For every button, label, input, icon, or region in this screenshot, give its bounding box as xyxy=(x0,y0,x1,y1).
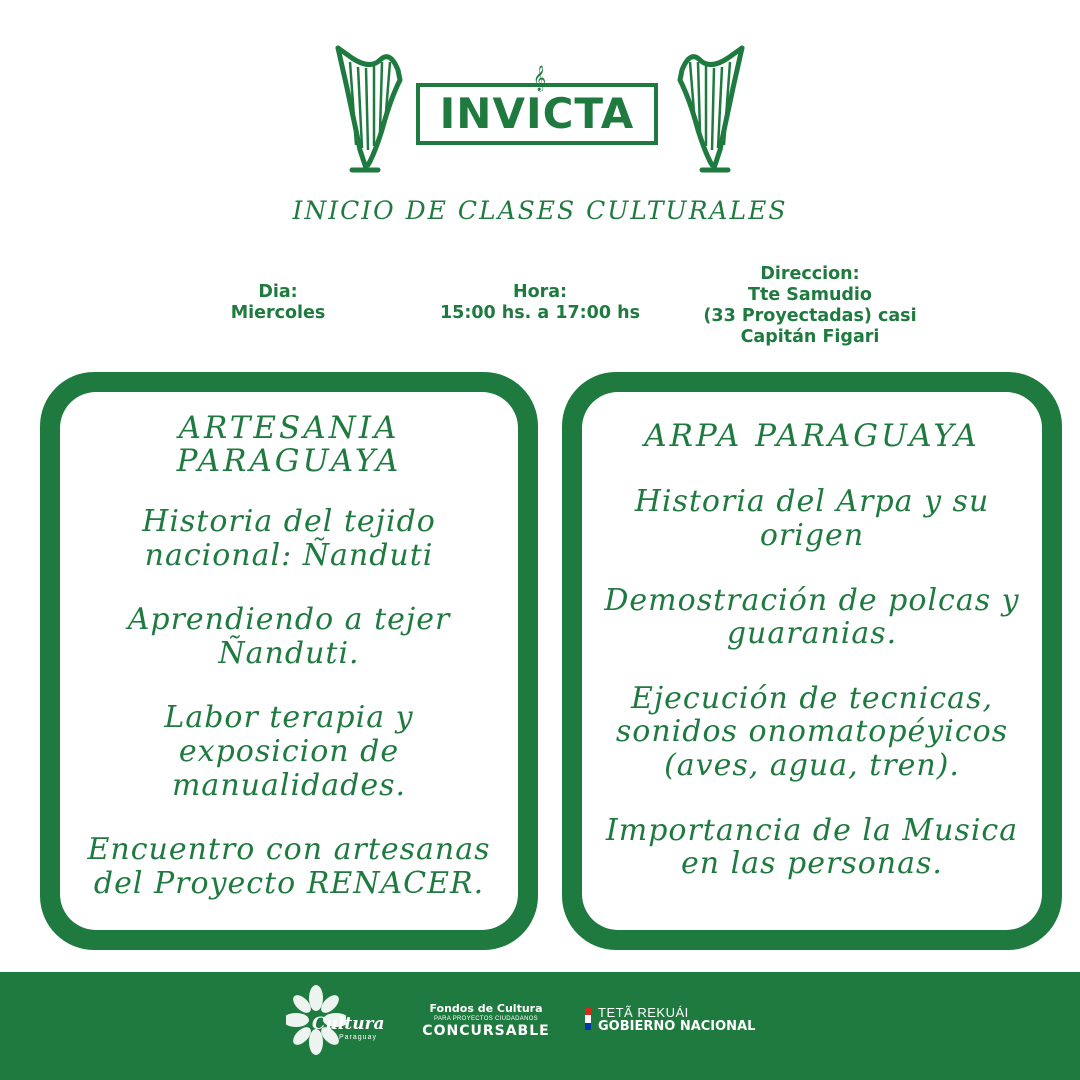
harp-icon xyxy=(330,40,405,175)
card-item-line: nacional: Ñanduti xyxy=(144,537,434,573)
card-item-line: sonidos onomatopéyicos xyxy=(615,714,1009,750)
gobierno-logo xyxy=(598,1006,755,1035)
harp-icon xyxy=(675,40,750,175)
fondos-logo xyxy=(422,1002,550,1039)
card-item-line: del Proyecto RENACER. xyxy=(93,865,485,901)
cultura-logo-sub: Paraguay xyxy=(339,1034,377,1041)
logo-box xyxy=(416,83,658,145)
info-hora-label: Hora: xyxy=(512,282,568,302)
card-item-line: guaranias. xyxy=(726,616,898,652)
gobierno-line1: TETÃ REKUÁI xyxy=(598,1005,689,1020)
card-item xyxy=(60,603,518,670)
paraguay-flag-icon xyxy=(585,1008,591,1030)
fondos-title: Fondos de Cultura xyxy=(429,1002,543,1015)
footer-bar xyxy=(0,972,1080,1080)
card-title xyxy=(60,412,518,479)
card-arpa xyxy=(562,372,1062,950)
info-dia xyxy=(218,282,338,324)
logo-text: INVICTA xyxy=(439,89,635,138)
card-item xyxy=(60,701,518,802)
card-item-line: Labor terapia y xyxy=(164,700,414,736)
info-direccion-line: (33 Proyectadas) casi xyxy=(703,306,917,326)
card-item-line: Historia del tejido xyxy=(142,503,436,539)
card-item-line: Ñanduti. xyxy=(218,635,360,671)
gobierno-line2: GOBIERNO NACIONAL xyxy=(598,1019,756,1035)
card-body xyxy=(60,392,518,930)
treble-clef-icon: 𝄞 xyxy=(533,66,547,91)
card-item-line: Importancia de la Musica xyxy=(605,812,1019,848)
card-title xyxy=(582,420,1042,453)
card-title-line: ARTESANIA xyxy=(178,410,400,446)
card-title-line: PARAGUAYA xyxy=(176,443,402,480)
fondos-sub: PARA PROYECTOS CIUDADANOS xyxy=(434,1016,538,1022)
card-item xyxy=(582,682,1042,783)
info-hora-value: 15:00 hs. a 17:00 hs xyxy=(440,303,640,323)
card-item-line: (aves, agua, tren). xyxy=(664,748,960,784)
card-item-line: manualidades. xyxy=(171,767,407,803)
card-item-line: Historia del Arpa y su xyxy=(634,484,990,520)
card-item xyxy=(582,814,1042,881)
card-artesania xyxy=(40,372,538,950)
card-title-line: ARPA PARAGUAYA xyxy=(644,418,980,454)
card-item-line: Demostración de polcas y xyxy=(604,582,1020,618)
card-item xyxy=(582,485,1042,552)
card-item xyxy=(60,505,518,572)
card-item-line: Ejecución de tecnicas, xyxy=(630,680,994,716)
info-direccion-label: Direccion: xyxy=(760,264,860,284)
fondos-main: CONCURSABLE xyxy=(422,1023,550,1039)
card-body xyxy=(582,392,1042,930)
card-item xyxy=(582,584,1042,651)
info-dia-label: Dia: xyxy=(258,282,298,302)
invicta-logo xyxy=(330,40,750,175)
card-item-line: en las personas. xyxy=(681,846,943,882)
info-hora xyxy=(420,282,660,324)
info-dia-value: Miercoles xyxy=(230,303,326,323)
info-direccion-line: Capitán Figari xyxy=(740,327,880,347)
card-item xyxy=(60,833,518,900)
page-subtitle: INICIO DE CLASES CULTURALES xyxy=(292,196,788,225)
card-item-line: Encuentro con artesanas xyxy=(87,832,491,868)
cultura-logo-text: Cultura xyxy=(312,1014,385,1034)
card-item-line: Aprendiendo a tejer xyxy=(127,602,451,638)
card-item-line: exposicion de xyxy=(178,733,400,769)
info-direccion-line: Tte Samudio xyxy=(748,285,872,305)
info-direccion xyxy=(680,264,940,348)
card-item-line: origen xyxy=(759,518,865,554)
